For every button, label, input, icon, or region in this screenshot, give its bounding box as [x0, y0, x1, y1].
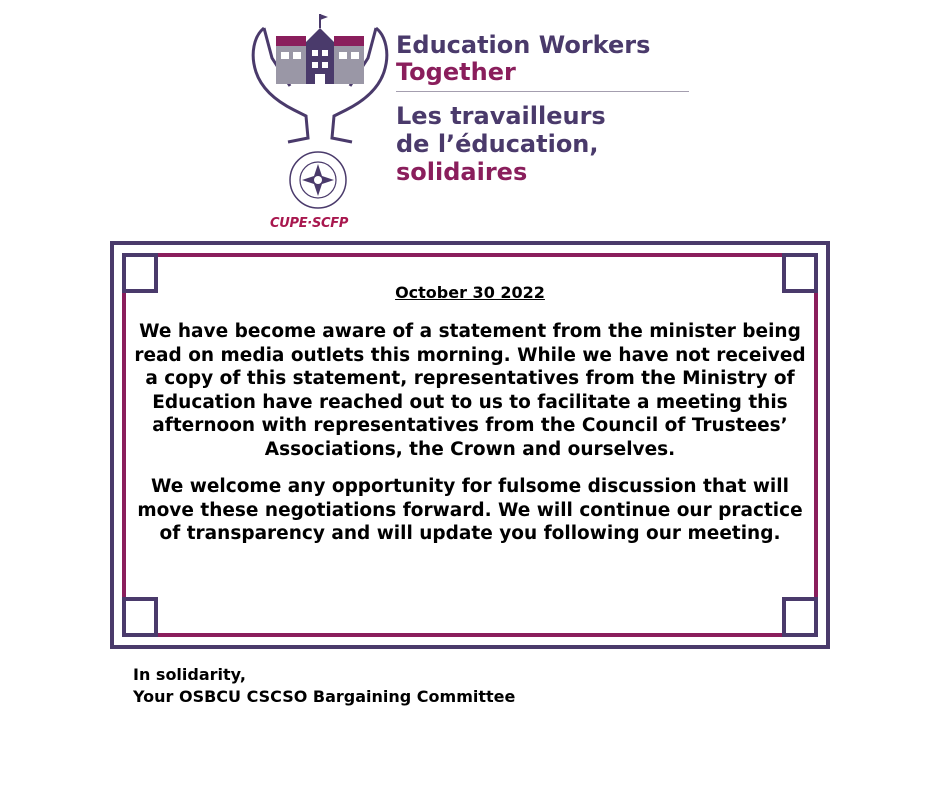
brand-english [396, 32, 650, 86]
brand-divider [396, 91, 689, 92]
notice-body [130, 283, 810, 560]
school-in-hands-icon [246, 14, 391, 234]
notice-date: October 30 2022 [395, 283, 545, 302]
brand-french [396, 102, 606, 186]
brand-fr-line3: solidaires [396, 158, 528, 186]
signoff-line-1: In solidarity, [133, 665, 246, 684]
header-logo [246, 14, 696, 234]
brand-en-line2: Together [396, 58, 516, 86]
brand-fr-line1: Les travailleurs [396, 102, 606, 130]
brand-en-line1: Education Workers [396, 31, 651, 59]
signoff [133, 664, 515, 708]
signoff-line-2: Your OSBCU CSCSO Bargaining Committee [133, 687, 516, 706]
notice-paragraph-1: We have become aware of a statement from the minister being read on media outlets this morning. While we have not received a copy of this statement, representatives from the Ministry of Education have reached out to us to facilitate a meeting this afternoon with representatives from the Council of Trustees’ Associations, the Crown and ourselves. [134, 321, 806, 460]
brand-fr-line2: de l’éducation, [396, 130, 599, 158]
notice-paragraph-2: We welcome any opportunity for fulsome discussion that will move these negotiations forward. We will continue our practice of transparency and will update you following our meeting. [137, 476, 803, 544]
cupe-logo-text: CUPE·SCFP [270, 216, 349, 231]
